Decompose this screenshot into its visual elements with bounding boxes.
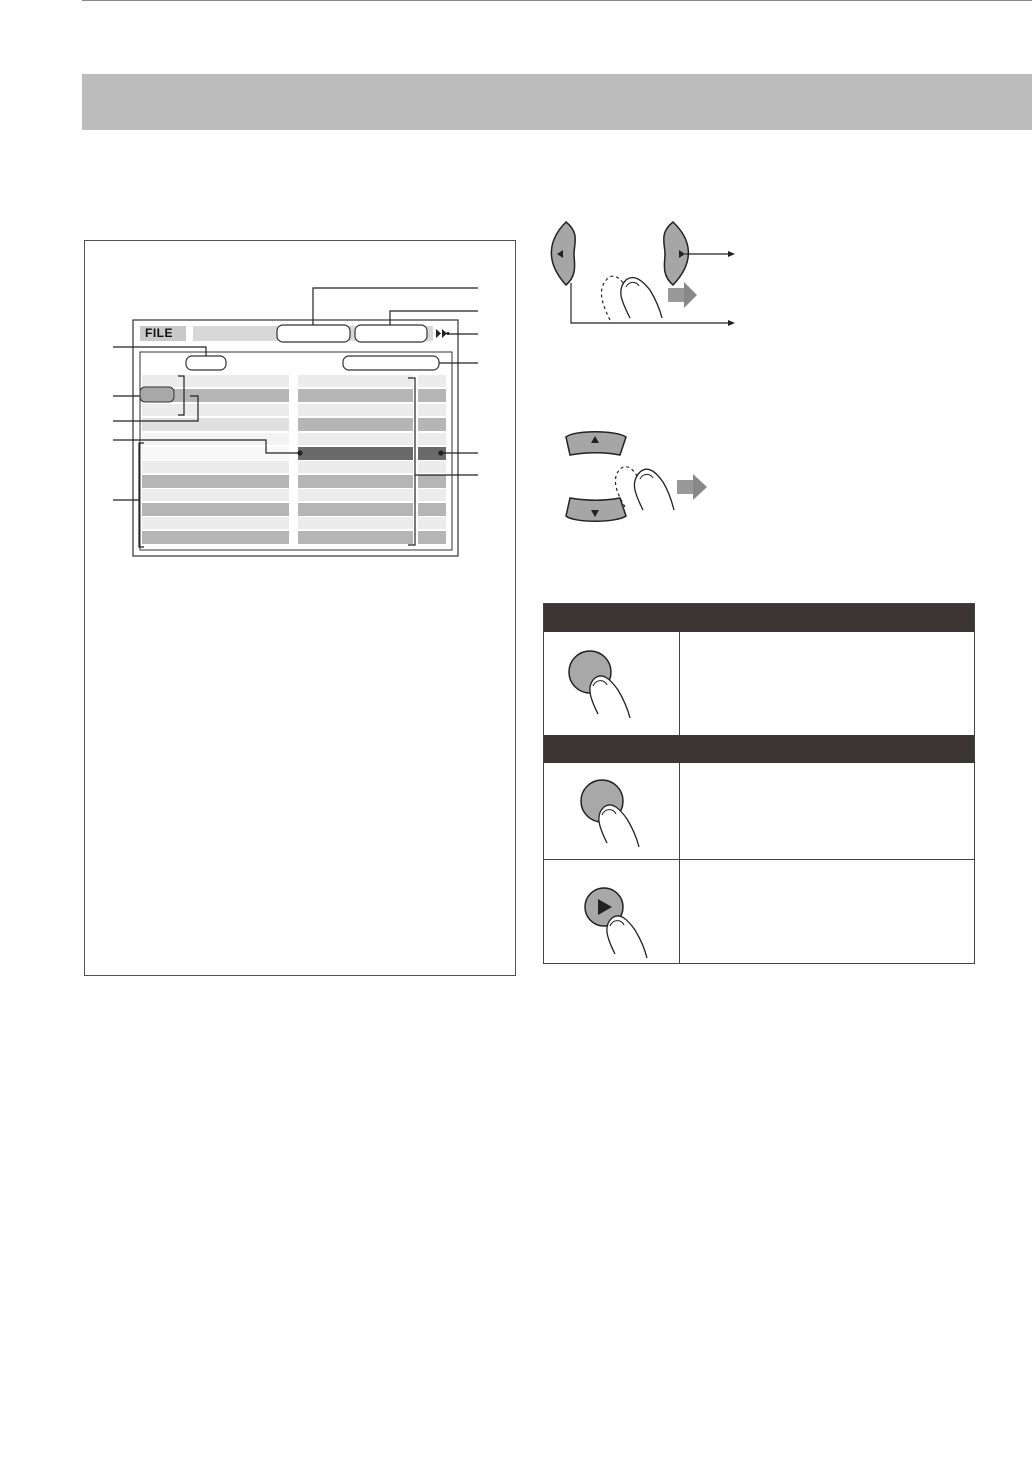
left-right-cursor-icon xyxy=(551,222,735,326)
right-list-rows xyxy=(298,375,446,544)
table-header-bar-1 xyxy=(544,604,974,632)
table-divider-2 xyxy=(679,763,680,964)
operation-table xyxy=(543,603,975,964)
left-list-rows xyxy=(140,375,289,544)
play-button-icon xyxy=(544,860,679,964)
round-button-icon-2 xyxy=(544,763,679,859)
table-divider-1 xyxy=(679,632,680,735)
up-down-cursor-icon xyxy=(566,432,707,522)
file-tab-label: FILE xyxy=(145,326,173,340)
table-header-bar-2 xyxy=(544,735,974,763)
cursor-buttons-figure xyxy=(540,210,740,540)
round-button-icon xyxy=(544,632,679,735)
